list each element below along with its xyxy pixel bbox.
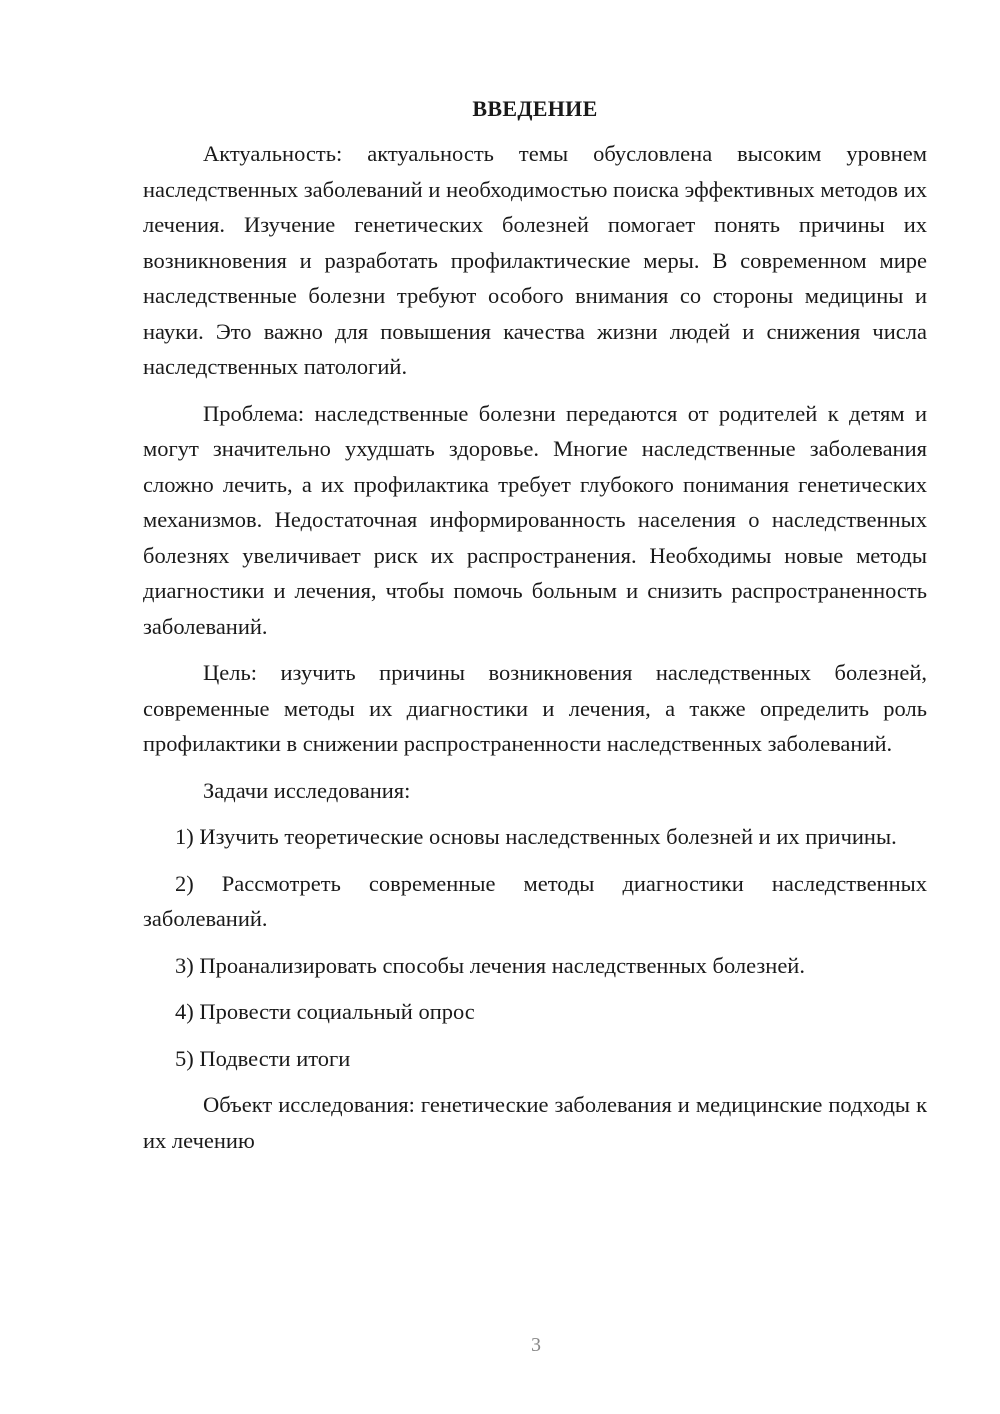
object-paragraph: Объект исследования: генетические заболевания и медицинские подходы к их лечению: [143, 1092, 927, 1153]
task-item: 4) Провести социальный опрос: [175, 999, 475, 1024]
task-item: 5) Подвести итоги: [175, 1045, 351, 1071]
page-number: 3: [531, 1334, 541, 1356]
section-title: ВВЕДЕНИЕ: [472, 96, 598, 121]
relevance-paragraph: Актуальность: актуальность темы обусловлена высоким уровнем наследственных заболеваний и необходимостью поиска эффективных методов их лечения. Изучение генетических болезней помогает понять причины их возникновения и разработать профилактические меры. В современном мире наследственные болезни требуют особого внимания со стороны медицины и науки. Это важно для повышения качества жизни людей и снижения числа наследственных патологий.: [143, 141, 927, 379]
document-page: [143, 94, 927, 1169]
task-item: 3) Проанализировать способы лечения наследственных болезней.: [175, 952, 805, 978]
problem-paragraph: Проблема: наследственные болезни передаются от родителей к детям и могут значительно ухудшать здоровье. Многие наследственные заболевания сложно лечить, а их профилактика требует глубокого понимания генетических механизмов. Недостаточная информированность населения о наследственных болезнях увеличивает риск их распространения. Необходимы новые методы диагностики и лечения, чтобы помочь больным и снизить распространенность заболеваний.: [143, 400, 927, 639]
tasks-heading: Задачи исследования:: [203, 777, 411, 803]
task-item: 1) Изучить теоретические основы наследственных болезней и их причины.: [175, 824, 897, 849]
goal-paragraph: Цель: изучить причины возникновения наследственных болезней, современные методы их диагностики и лечения, а также определить роль профилактики в снижении распространенности наследственных заболеваний.: [143, 660, 927, 756]
task-item: 2) Рассмотреть современные методы диагностики наследственных заболеваний.: [143, 870, 927, 931]
